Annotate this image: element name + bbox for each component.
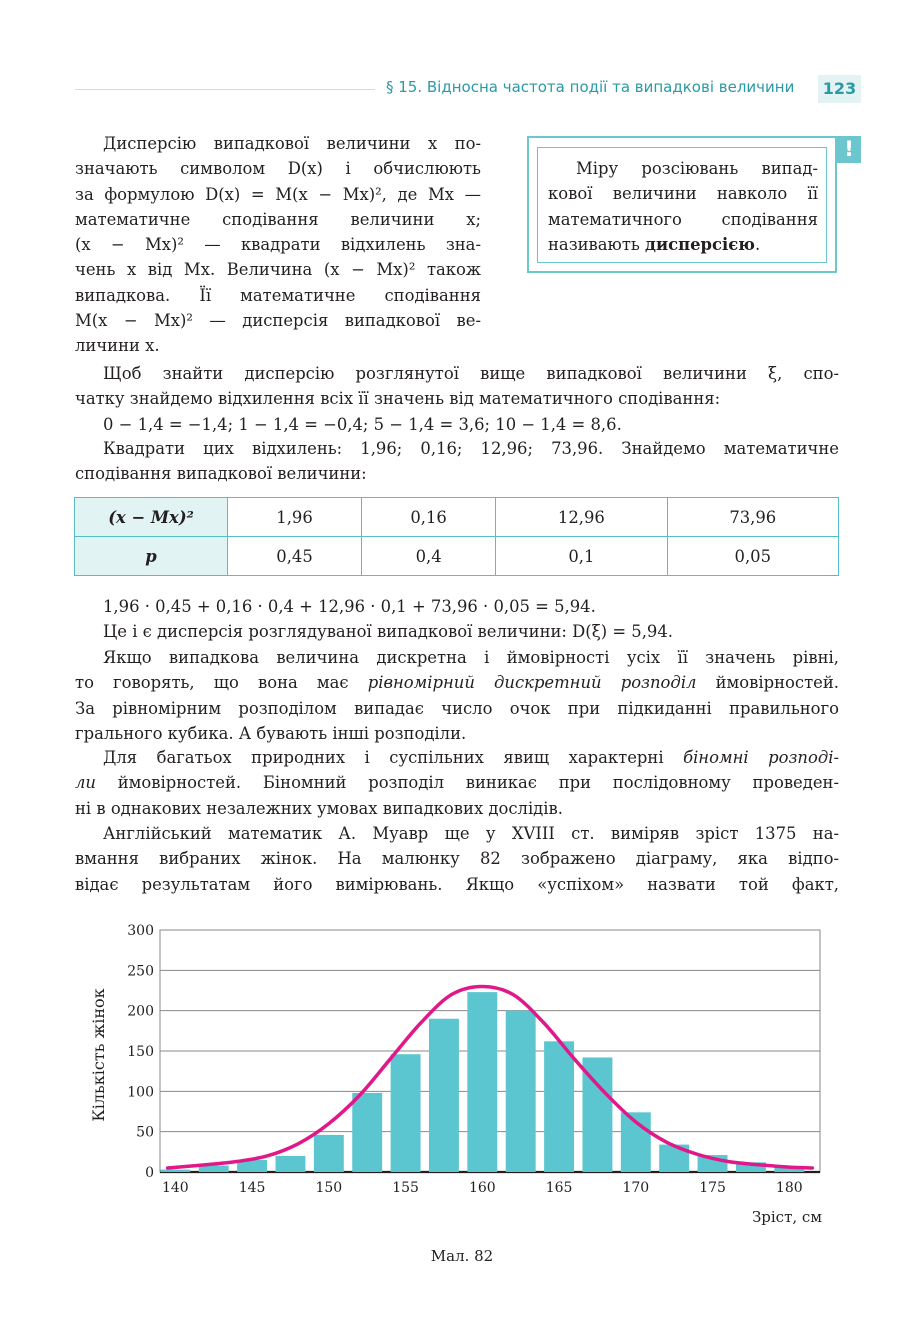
bar — [429, 1019, 459, 1172]
bar — [544, 1041, 574, 1172]
x-tick-label: 150 — [315, 1180, 343, 1196]
text-line: Якщо випадкова величина дискретна і ймовірності усіх її значень рівні, — [103, 648, 839, 667]
y-tick-label: 300 — [127, 923, 154, 939]
y-tick-label: 0 — [145, 1165, 154, 1181]
table-cell: 0,05 — [667, 537, 838, 576]
text-line: Міру розсіювань випад- — [576, 159, 818, 178]
text-fragment: то говорять, що вона має — [75, 673, 368, 693]
y-tick-label: 250 — [127, 963, 154, 980]
text-line — [548, 232, 818, 257]
text-line: Англійський математик А. Муавр ще у XVIII ст. виміряв зріст 1375 на- — [103, 824, 839, 843]
bar — [467, 992, 497, 1172]
text-line: Квадрати цих відхилень: 1,96; 0,16; 12,96; 73,96. Знайдемо математичне — [103, 439, 839, 458]
text-line: грального кубика. А бувають інші розподіли. — [75, 723, 467, 743]
table-row — [75, 498, 839, 537]
page-number: 123 — [818, 75, 861, 103]
calculation-block — [75, 594, 839, 645]
text-fragment: називають — [548, 234, 646, 254]
table-cell: 1,96 — [228, 498, 362, 537]
x-tick-label: 145 — [238, 1180, 266, 1196]
term-binomial-distribution-end: ли — [75, 773, 96, 793]
term-uniform-distribution: рівномірний дискретний розподіл — [367, 673, 697, 693]
x-tick-label: 165 — [545, 1180, 573, 1196]
text-line: Щоб знайти дисперсію розглянутої вище випадкової величини ξ, спо- — [103, 364, 839, 383]
term-binomial-distribution: біномні розподі- — [683, 748, 839, 767]
chart-bars — [160, 992, 804, 1172]
section-title: § 15. Відносна частота події та випадкові величини — [386, 78, 795, 96]
text-line: математичне сподівання величини x; — [75, 209, 481, 229]
bar — [391, 1054, 421, 1172]
text-line: ні в однакових незалежних умовах випадкових дослідів. — [75, 798, 563, 818]
definition-text — [548, 156, 818, 257]
text-fragment: . — [755, 234, 761, 254]
bar — [276, 1156, 306, 1172]
x-tick-label: 170 — [622, 1180, 650, 1196]
x-tick-label: 140 — [161, 1180, 189, 1196]
header-rule — [75, 89, 375, 90]
text-line: чатку знайдемо відхилення всіх її значень від математичного сподівання: — [75, 389, 721, 409]
paragraph-deviations — [75, 361, 839, 437]
paragraph-dispersion-definition — [75, 131, 481, 359]
text-line: Дисперсію випадкової величини x по- — [103, 134, 481, 153]
deviations-line: 0 − 1,4 = −1,4; 1 − 1,4 = −0,4; 5 − 1,4 = 3,6; 10 − 1,4 = 8,6. — [103, 414, 622, 434]
text-line: відає результатам його вимірювань. Якщо «успіхом» назвати той факт, — [75, 874, 839, 894]
text-line — [75, 745, 839, 770]
text-line: (x − Mx)² — квадрати відхилень зна- — [75, 235, 481, 255]
bar — [160, 1170, 190, 1172]
height-distribution-chart — [80, 915, 860, 1235]
x-tick-label: 160 — [468, 1180, 496, 1196]
y-tick-label: 150 — [127, 1044, 154, 1060]
paragraph-squares — [75, 436, 839, 487]
text-line: За рівномірним розподілом випадає число очок при підкиданні правильного — [75, 698, 839, 718]
table-cell: 12,96 — [496, 498, 667, 537]
text-line: за формулою D(x) = M(x − Mx)², де Mx — — [75, 184, 481, 204]
text-line: значають символом D(x) і обчислюють — [75, 159, 481, 179]
y-tick-label: 50 — [136, 1124, 154, 1141]
x-axis-label: Зріст, см — [751, 1208, 822, 1226]
exclamation-icon: ! — [837, 136, 861, 163]
bar — [314, 1135, 344, 1172]
table-row — [75, 537, 839, 576]
calculation-line: 1,96 · 0,45 + 0,16 · 0,4 + 12,96 · 0,1 + 73,96 · 0,05 = 5,94. — [103, 597, 596, 616]
distribution-table — [74, 497, 839, 576]
x-tick-label: 175 — [699, 1180, 726, 1196]
x-tick-label: 180 — [775, 1180, 803, 1196]
y-tick-label: 100 — [127, 1084, 154, 1101]
text-line: вмання вибраних жінок. На малюнку 82 зображено діаграму, яка відпо- — [75, 849, 839, 869]
table-row-header: p — [75, 537, 228, 576]
text-line: випадкова. Її математичне сподівання — [75, 285, 481, 305]
bar — [352, 1093, 382, 1172]
text-fragment: ймовірностей. Біномний розподіл виникає при послідовному проведен- — [96, 773, 839, 793]
term-dispersion: дисперсією — [645, 234, 755, 254]
text-line: математичного сподівання — [548, 209, 818, 229]
text-line: личини x. — [75, 336, 160, 356]
table-row-header: (x − Mx)² — [75, 498, 228, 537]
table-cell: 0,4 — [362, 537, 496, 576]
paragraph-binomial-distribution — [75, 745, 839, 821]
figure-caption: Мал. 82 — [430, 1247, 494, 1265]
bar — [506, 1011, 536, 1172]
result-line: Це і є дисперсія розглядуваної випадкової величини: D(ξ) = 5,94. — [103, 622, 673, 642]
table-cell: 0,1 — [496, 537, 667, 576]
text-line: сподівання випадкової величини: — [75, 464, 367, 484]
text-line: чень x від Mx. Величина (x − Mx)² також — [75, 260, 481, 280]
text-line: M(x − Mx)² — дисперсія випадкової ве- — [75, 311, 481, 331]
table-cell: 73,96 — [667, 498, 838, 537]
x-tick-label: 155 — [392, 1180, 419, 1196]
table-cell: 0,45 — [228, 537, 362, 576]
y-tick-label: 200 — [127, 1003, 154, 1020]
table-cell: 0,16 — [362, 498, 496, 537]
text-fragment: Для багатьох природних і суспільних явищ характерні — [103, 748, 684, 767]
text-line — [75, 670, 839, 695]
paragraph-uniform-distribution — [75, 645, 839, 746]
text-line: кової величини навколо її — [548, 184, 818, 204]
paragraph-moivre — [75, 821, 839, 897]
y-axis-label: Кількість жінок — [89, 988, 108, 1122]
text-line — [75, 770, 839, 795]
text-fragment: ймовірностей. — [696, 673, 839, 693]
